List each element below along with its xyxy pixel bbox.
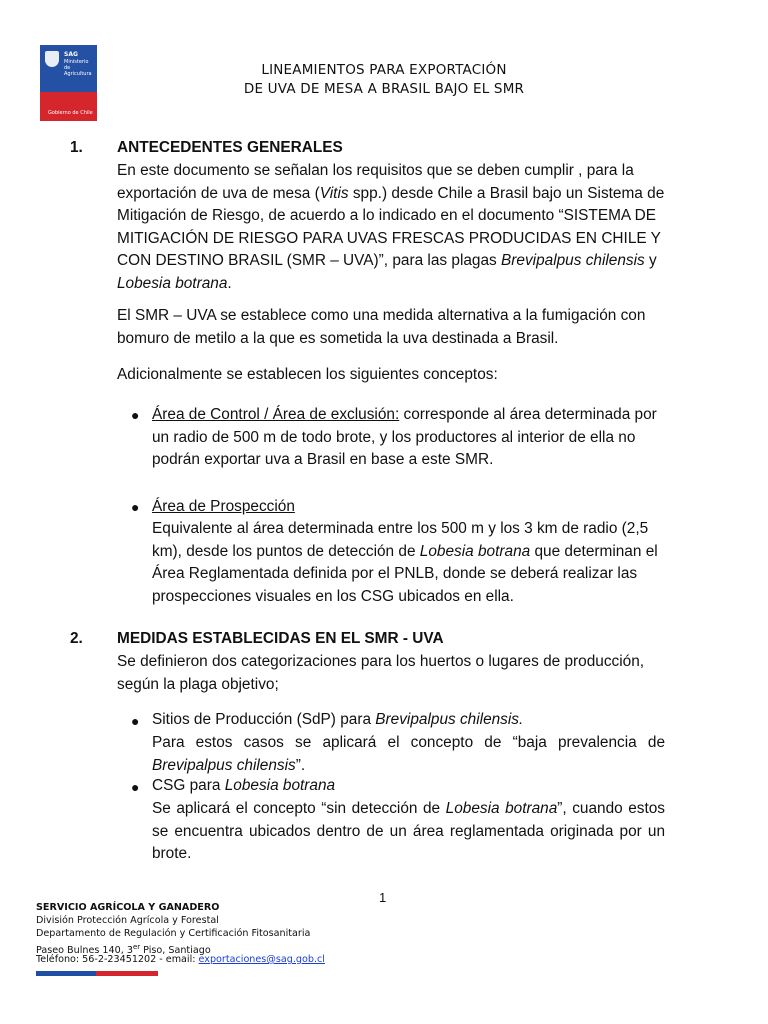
bullet-csg-text: Se aplicará el concepto “sin detección de Lobesia botrana”, cuando estos se encuentra ubicados dentro de un área reglamentada originada por un brote.: [152, 800, 666, 863]
page-number: 1: [379, 890, 387, 905]
bullet-prospection-term: Área de Prospección: [152, 498, 295, 515]
footer-address: Paseo Bulnes 140, 3er Piso, Santiago: [36, 943, 211, 957]
section1-heading: ANTECEDENTES GENERALES: [117, 139, 343, 156]
bullet-control-area: Área de Control / Área de exclusión: corresponde al área determinada por un radio de 500 m de todo brote, y los productores al interior de ella no podrán exportar uva a Brasil en base a este SMR.: [152, 406, 657, 469]
bullet-prospection-text: Equivalente al área determinada entre los 500 m y los 3 km de radio (2,5 km), desde los puntos de detección de Lobesia botrana que determinan el Área Reglamentada definida por el PNLB, donde se deberá realizar las prospecciones visuales en los CSG ubicados en ella.: [152, 520, 658, 605]
bullet-sdp-text: Para estos casos se aplicará el concepto de “baja prevalencia de Brevipalpus chilensis”.: [152, 734, 665, 774]
section2-paragraph1: Se definieron dos categorizaciones para los huertos o lugares de producción, según la plaga objetivo;: [117, 653, 645, 693]
bullet-icon: ●: [131, 407, 140, 423]
section2-heading: MEDIDAS ESTABLECIDAS EN EL SMR - UVA: [117, 630, 444, 647]
footer-blue-bar: [36, 971, 96, 976]
bullet-sdp-title: Sitios de Producción (SdP) para Brevipalpus chilensis.: [152, 711, 524, 728]
footer-org: SERVICIO AGRÍCOLA Y GANADERO: [36, 902, 220, 913]
section1-number: 1.: [70, 139, 83, 156]
bullet-icon: ●: [131, 779, 140, 795]
document-title-line1: LINEAMIENTOS PARA EXPORTACIÓN: [261, 62, 507, 78]
footer-line2: Departamento de Regulación y Certificación Fitosanitaria: [36, 928, 311, 939]
footer-contact: Teléfono: 56-2-23451202 - email: exportaciones@sag.gob.cl: [36, 954, 325, 965]
logo-name: SAG: [64, 51, 78, 58]
document-title-line2: DE UVA DE MESA A BRASIL BAJO EL SMR: [243, 81, 525, 97]
section1-paragraph2: El SMR – UVA se establece como una medida alternativa a la fumigación con bomuro de metilo a la que es sometida la uva destinada a Brasil.: [117, 307, 646, 347]
section1-paragraph1: En este documento se señalan los requisitos que se deben cumplir , para la exportación de uva de mesa (Vitis spp.) desde Chile a Brasil bajo un Sistema de Mitigación de Riesgo, de acuerdo a lo indicado en el documento “SISTEMA DE MITIGACIÓN DE RIESGO PARA UVAS FRESCAS PRODUCIDAS EN CHILE Y CON DESTINO BRASIL (SMR – UVA)”, para las plagas Brevipalpus chilensis y Lobesia botrana.: [117, 162, 665, 292]
section1-paragraph3: Adicionalmente se establecen los siguientes conceptos:: [117, 366, 498, 383]
bullet-icon: ●: [131, 713, 140, 729]
logo-ministry: Ministerio de Agricultura: [64, 59, 92, 77]
footer-red-bar: [96, 971, 158, 976]
email-link[interactable]: exportaciones@sag.gob.cl: [198, 954, 325, 965]
section2-number: 2.: [70, 630, 83, 647]
bullet-csg-title: CSG para Lobesia botrana: [152, 777, 336, 794]
footer-line1: División Protección Agrícola y Forestal: [36, 915, 219, 926]
bullet-icon: ●: [131, 499, 140, 515]
logo-government: Gobierno de Chile: [48, 110, 93, 116]
